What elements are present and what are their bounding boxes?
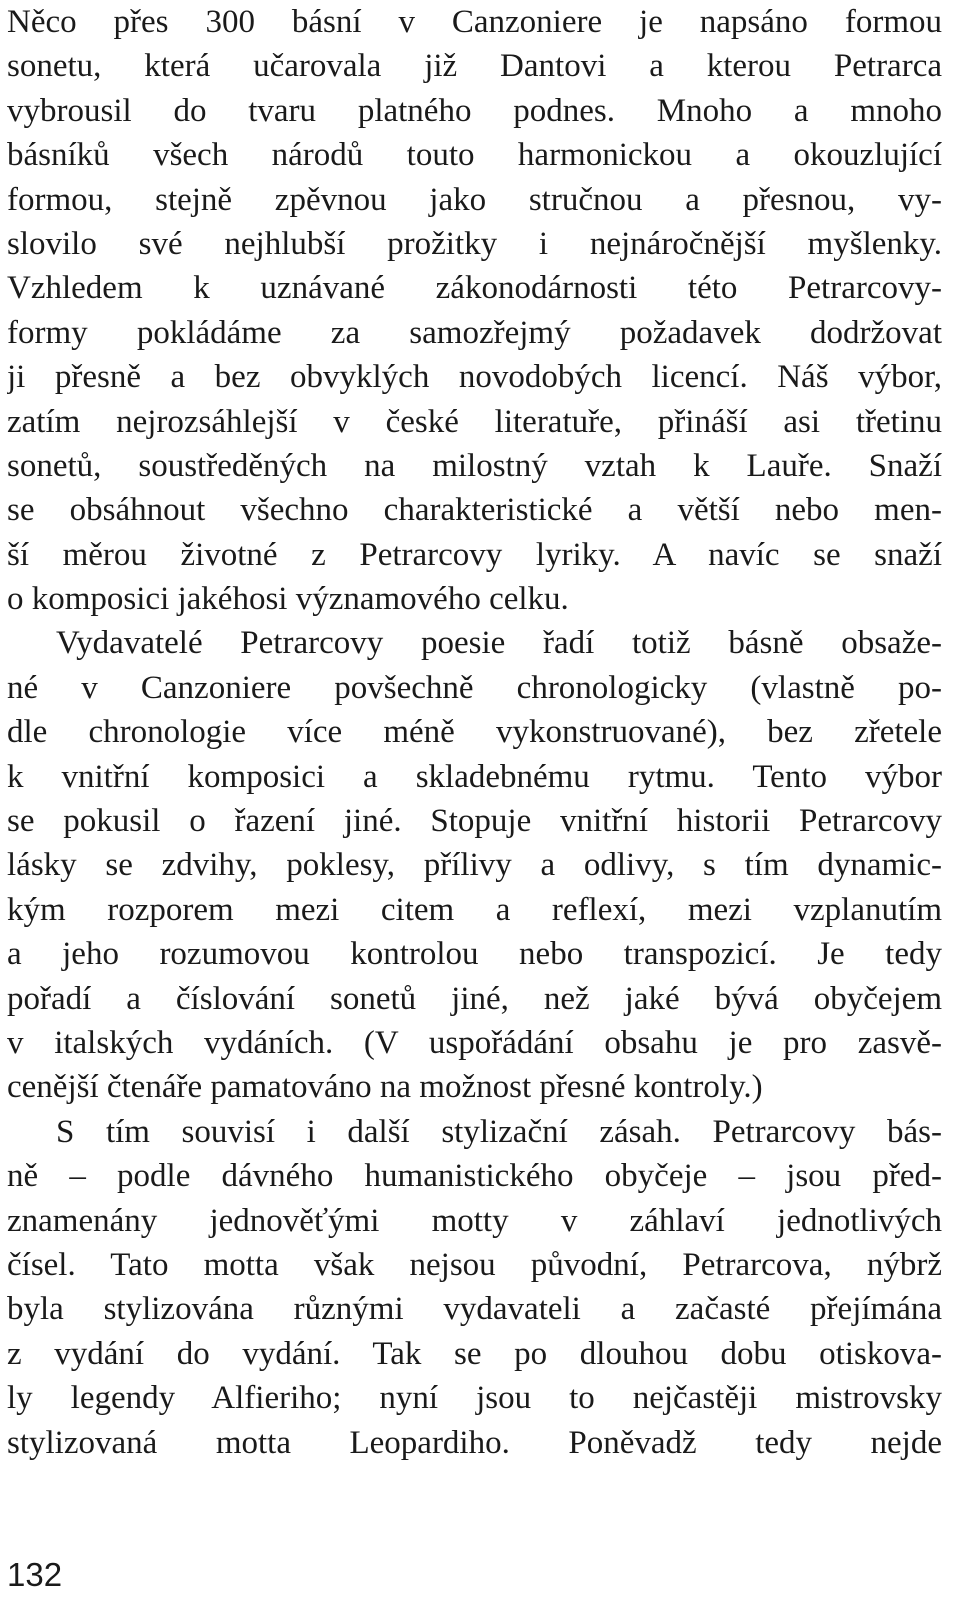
page-number: 132 — [7, 1556, 63, 1593]
text-line: formou, stejně zpěvnou jako stručnou a přesnou, vy- — [7, 181, 942, 218]
text-line: básníků všech národů touto harmonickou a okouzlující — [7, 137, 942, 174]
text-line: vybrousil do tvaru platného podnes. Mnoho a mnoho — [7, 92, 942, 129]
text-line: stylizovaná motta Leopardiho. Poněvadž tedy nejde — [7, 1424, 942, 1461]
text-line: pořadí a číslování sonetů jiné, než jaké bývá obyčejem — [7, 980, 942, 1017]
text-line: dle chronologie více méně vykonstruované), bez zřetele — [7, 714, 942, 751]
text-line: znamenány jednověťými motty v záhlaví jednotlivých — [7, 1202, 942, 1239]
text-line: ji přesně a bez obvyklých novodobých licencí. Náš výbor, — [7, 359, 942, 396]
text-line: zatím nejrozsáhlejší v české literatuře, přináší asi třetinu — [7, 403, 942, 440]
text-line: čísel. Tato motta však nejsou původní, Petrarcova, nýbrž — [7, 1246, 942, 1283]
text-line: ší měrou životné z Petrarcovy lyriky. A navíc se snaží — [7, 536, 942, 573]
text-line: byla stylizována různými vydavateli a začasté přejímána — [7, 1291, 942, 1328]
text-line: Vydavatelé Petrarcovy poesie řadí totiž básně obsaže- — [56, 625, 942, 662]
text-line: Vzhledem k uznávané zákonodárnosti této Petrarcovy- — [7, 270, 942, 307]
text-line: lásky se zdvihy, poklesy, přílivy a odlivy, s tím dynamic- — [7, 847, 942, 884]
text-line: kým rozporem mezi citem a reflexí, mezi vzplanutím — [7, 891, 942, 928]
text-line: se obsáhnout všechno charakteristické a větší nebo men- — [7, 492, 942, 529]
text-line: se pokusil o řazení jiné. Stopuje vnitřní historii Petrarcovy — [7, 803, 942, 840]
text-line: ně – podle dávného humanistického obyčeje – jsou před- — [7, 1158, 942, 1195]
text-line: a jeho rozumovou kontrolou nebo transpozicí. Je tedy — [7, 936, 942, 973]
text-line: z vydání do vydání. Tak se po dlouhou dobu otiskova- — [7, 1335, 942, 1372]
text-line: Něco přes 300 básní v Canzoniere je napsáno formou — [7, 4, 942, 40]
body-text — [7, 0, 942, 1465]
text-line: formy pokládáme za samozřejmý požadavek dodržovat — [7, 314, 942, 351]
text-line: ly legendy Alfieriho; nyní jsou to nejčastěji mistrovsky — [7, 1380, 942, 1417]
text-line: cenější čtenáře pamatováno na možnost přesné kontroly.) — [7, 1069, 763, 1106]
text-line: sonetů, soustředěných na milostný vztah k Lauře. Snaží — [7, 447, 942, 484]
text-line: o komposici jakéhosi významového celku. — [7, 581, 569, 618]
text-line: sonetu, která učarovala již Dantovi a kterou Petrarca — [7, 48, 942, 85]
text-line: v italských vydáních. (V uspořádání obsahu je pro zasvě- — [7, 1024, 942, 1061]
text-line: S tím souvisí i další stylizační zásah. Petrarcovy bás- — [56, 1113, 942, 1150]
text-line: k vnitřní komposici a skladebnému rytmu. Tento výbor — [7, 758, 942, 795]
text-line: slovilo své nejhlubší prožitky i nejnáročnější myšlenky. — [7, 225, 942, 262]
text-line: né v Canzoniere povšechně chronologicky (vlastně po- — [7, 669, 942, 706]
